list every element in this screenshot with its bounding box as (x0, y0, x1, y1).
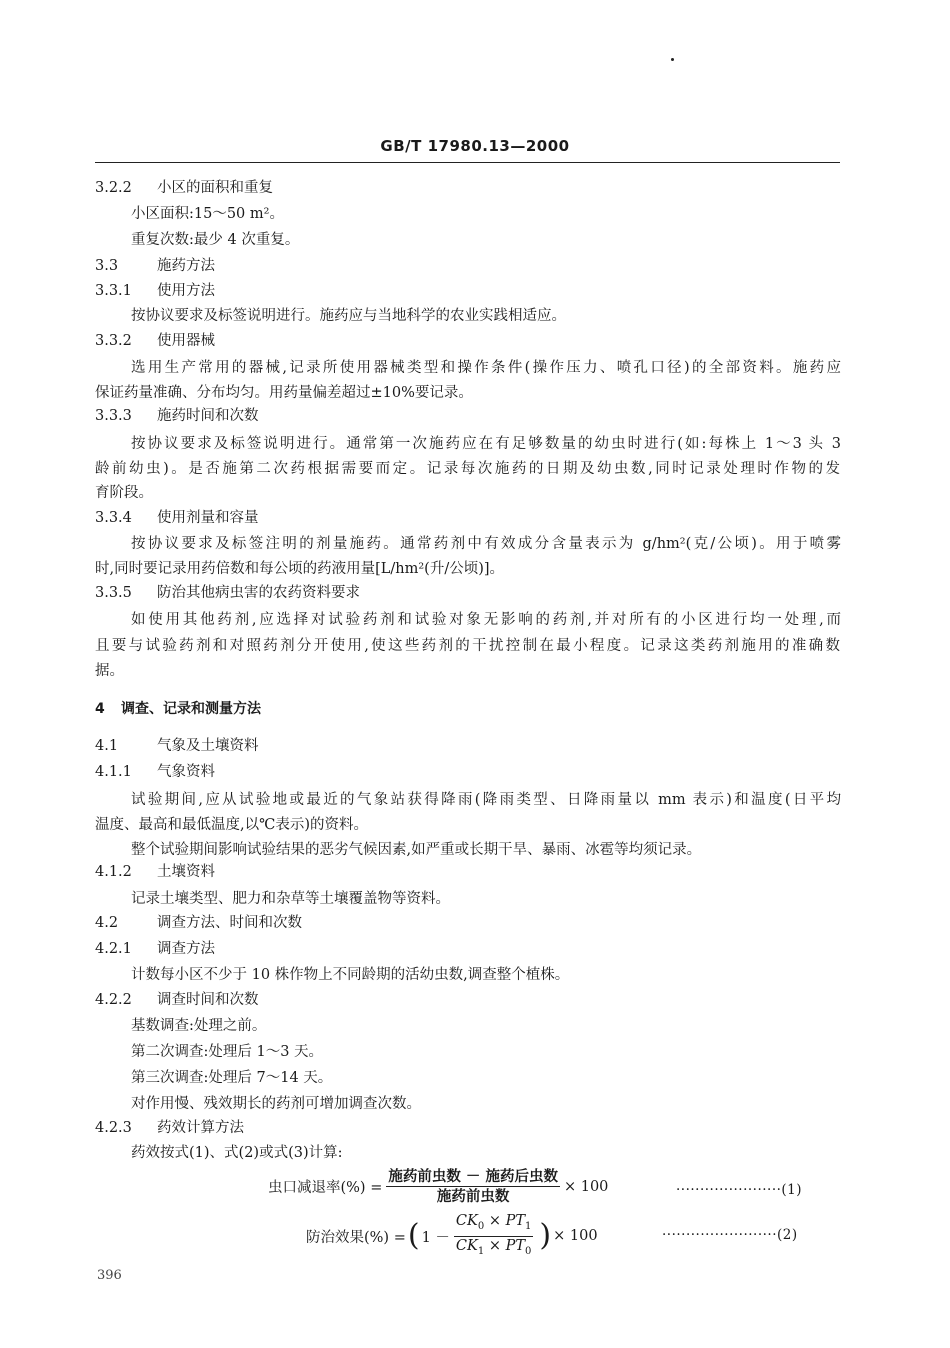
equation-number-1: ······················(1) (676, 1182, 803, 1198)
paragraph-line: 时,同时要记录用药倍数和每公顷的药液用量[L/hm²(升/公顷)]。 (95, 561, 505, 577)
paragraph-line: 重复次数:最少 4 次重复。 (131, 232, 300, 248)
heading-3-3: 3.3 施药方法 (95, 258, 215, 274)
heading-3-3-5: 3.3.5 防治其他病虫害的农药资料要求 (95, 585, 360, 601)
formula-2-multiplier: × 100 (553, 1228, 598, 1245)
formula-2-denominator: $CK_1 \times PT_0$ (455, 1237, 532, 1257)
paragraph-line: 温度、最高和最低温度,以℃表示)的资料。 (95, 817, 368, 833)
heading-4-2-2: 4.2.2 调查时间和次数 (95, 992, 259, 1008)
formula-2-fraction (454, 1213, 534, 1260)
right-paren: ) (539, 1218, 552, 1254)
paragraph-line: 对作用慢、残效期长的药剂可增加调查次数。 (131, 1096, 421, 1112)
paragraph-line: 药效按式(1)、式(2)或式(3)计算: (131, 1145, 343, 1161)
paragraph-line: 按协议要求及标签说明进行。通常第一次施药应在有足够数量的幼虫时进行(如:每株上 1～3 头 3 (131, 436, 841, 452)
formula-2-one-minus: 1 － (421, 1229, 450, 1246)
paragraph-line: 按协议要求及标签注明的剂量施药。通常药剂中有效成分含量表示为 g/hm²(克/公顷)。用于喷雾 (131, 536, 841, 552)
heading-4-2: 4.2 调查方法、时间和次数 (95, 915, 302, 931)
paragraph-line: 记录土壤类型、肥力和杂草等土壤覆盖物等资料。 (131, 891, 450, 907)
paragraph-line: 据。 (95, 663, 124, 679)
paragraph-line: 且要与试验药剂和对照药剂分开使用,使这些药剂的干扰控制在最小程度。记录这类药剂施用的准确数 (95, 638, 840, 654)
heading-4-1-2: 4.1.2 土壤资料 (95, 864, 215, 880)
heading-3-3-2: 3.3.2 使用器械 (95, 333, 215, 349)
heading-4: 4 调查、记录和测量方法 (95, 701, 261, 717)
paragraph-line: 如使用其他药剂,应选择对试验药剂和试验对象无影响的药剂,并对所有的小区进行均一处理,而 (131, 612, 841, 628)
formula-2-numerator: $CK_0 \times PT_1$ (454, 1213, 534, 1237)
heading-3-3-1: 3.3.1 使用方法 (95, 283, 215, 299)
equation-number-2: ························(2) (662, 1227, 798, 1243)
paragraph-line: 保证药量准确、分布均匀。用药量偏差超过±10%要记录。 (95, 385, 473, 401)
heading-3-3-3: 3.3.3 施药时间和次数 (95, 408, 259, 424)
paragraph-line: 第三次调查:处理后 7～14 天。 (131, 1070, 333, 1086)
heading-4-1: 4.1 气象及土壤资料 (95, 738, 259, 754)
formula-1-fraction (386, 1168, 560, 1205)
paragraph-line: 整个试验期间影响试验结果的恶劣气候因素,如严重或长期干旱、暴雨、冰雹等均须记录。 (131, 842, 702, 858)
page-number: 396 (97, 1268, 122, 1283)
paragraph-line: 按协议要求及标签说明进行。施药应与当地科学的农业实践相适应。 (131, 308, 566, 324)
heading-4-2-3: 4.2.3 药效计算方法 (95, 1120, 244, 1136)
heading-4-1-1: 4.1.1 气象资料 (95, 764, 215, 780)
heading-3-2-2: 3.2.2 小区的面积和重复 (95, 180, 273, 196)
paragraph-line: 试验期间,应从试验地或最近的气象站获得降雨(降雨类型、日降雨量以 mm 表示)和温度(日平均 (131, 792, 841, 808)
paragraph-line: 计数每小区不少于 10 株作物上不同龄期的活幼虫数,调查整个植株。 (131, 967, 570, 983)
paragraph-line: 选用生产常用的器械,记录所使用器械类型和操作条件(操作压力、喷孔口径)的全部资料。施药应 (131, 360, 841, 376)
paragraph-line: 基数调查:处理之前。 (131, 1018, 267, 1034)
heading-4-2-1: 4.2.1 调查方法 (95, 941, 215, 957)
heading-3-3-4: 3.3.4 使用剂量和容量 (95, 510, 259, 526)
formula-1-numerator: 施药前虫数 － 施药后虫数 (388, 1168, 558, 1185)
paragraph-line: 育阶段。 (95, 485, 153, 501)
formula-1 (268, 1168, 608, 1205)
formula-2 (306, 1213, 598, 1260)
paragraph-line: 第二次调查:处理后 1～3 天。 (131, 1044, 324, 1060)
paragraph-line: 小区面积:15～50 m²。 (131, 206, 284, 222)
left-paren: ( (407, 1218, 420, 1254)
standard-code-header: GB/T 17980.13—2000 (380, 137, 570, 155)
formula-2-lhs: 防治效果(%) = (306, 1229, 406, 1246)
formula-1-lhs: 虫口减退率(%) = (268, 1180, 383, 1196)
formula-1-denominator: 施药前虫数 (436, 1188, 510, 1205)
formula-1-multiplier: × 100 (563, 1178, 609, 1195)
header-rule (95, 162, 840, 163)
scan-speck (671, 58, 674, 61)
paragraph-line: 龄前幼虫)。是否施第二次药根据需要而定。记录每次施药的日期及幼虫数,同时记录处理时作物的发 (95, 461, 840, 477)
